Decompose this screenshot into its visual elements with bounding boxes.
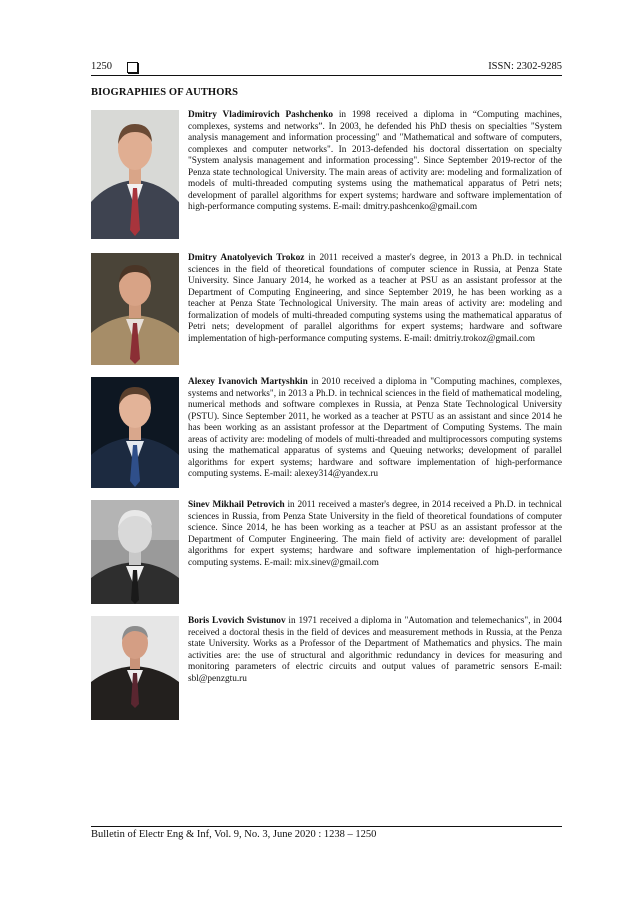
author-photo	[91, 110, 179, 239]
author-name: Sinev Mikhail Petrovich	[188, 500, 285, 510]
bio-text	[188, 500, 562, 569]
author-name: Dmitry Vladimirovich Pashchenko	[188, 110, 334, 120]
author-name: Dmitry Anatolyevich Trokoz	[188, 253, 305, 263]
issn: ISSN: 2302-9285	[488, 61, 562, 72]
bio-body: in 2010 received a diploma in "Computing machines, complexes, systems and networks", in 2013 a Ph.D. in technical sciences in the field of mathematical modeling, numerical methods and software complexes in Russia, at Penza State Technological University (PSTU). Since September 2011, he worked as a teacher at PSTU as an assistant and since 2014 he has been working as an assistant professor at the Department of Computing Systems. The main areas of activity are: modeling of models of multi-threaded and multiprocessors computing systems using the mathematical apparatus of systems and Queuing networks; development of parallel algorithms for expert systems; hardware and software implementation of high-performance computing systems. E-mail: alexey314@yandex.ru	[188, 377, 563, 480]
author-photo	[91, 616, 179, 720]
section-title: BIOGRAPHIES OF AUTHORS	[91, 87, 239, 98]
bio-text	[188, 253, 562, 345]
running-header	[91, 61, 562, 75]
author-photo	[91, 377, 179, 488]
running-footer: Bulletin of Electr Eng & Inf, Vol. 9, No. 3, June 2020 : 1238 – 1250	[91, 829, 377, 840]
author-photo	[91, 253, 179, 365]
footer-rule	[91, 826, 562, 827]
bio-body: in 2011 received a master's degree, in 2014 received a Ph.D. in technical sciences in Russia, from Penza State University in the field of theoretical foundations of computer science. Since 2014, he has been working as a teacher at PSU as an assistant professor at the Department of Computer Engineering. The main field of activity are: development of parallel algorithms for expert systems; hardware and software implementation of high-performance computing systems. E-mail: mix.sinev@gmail.com	[188, 500, 562, 568]
bio-text	[188, 110, 562, 214]
bio-text	[188, 377, 562, 481]
checkbox-square-icon	[127, 62, 138, 73]
bio-body: in 1971 received a diploma in "Automation and telemechanics", in 2004 received a doctoral thesis in the field of devices and measurement methods in Russia, at the Penza state University. Works as a Professor of the Department of Mathematics and physics. The main activities are: the use of structural and algorithmic redundancy in devices for measuring and monitoring parameters of electric circuits and output values of parametric sensors E-mail: sbl@penzgtu.ru	[188, 616, 563, 684]
bio-body: in 2011 received a master's degree, in 2013 a Ph.D. in technical sciences in the field of theoretical foundations of computer science in Russia, at Penza State University. Since January 2014, he worked as a teacher at PSU as an assistant professor at the Department of Computing Engineering, and since September 2019, he has been working as a teacher at Penza State Technological University. The main areas of activity are: modeling and formalization of models of multi-threaded computing systems using the mathematical apparatus of Petri nets; development of parallel algorithms for expert systems; hardware and software implementation of high-performance computing systems. E-mail: dmitriy.trokoz@gmail.com	[188, 253, 562, 344]
author-photo	[91, 500, 179, 604]
bio-body: in 1998 received a diploma in “Computing machines, complexes, systems and networks”. In 2003, he defended his PhD thesis on specialties "System analysis management and information processing" and "Mathematical and software of computers, complexes and computer networks". In 2013-defended his doctoral dissertation on specialty "System analysis management and information processing". Since September 2019-rector of the Penza state technological University. The main areas of activity are: modeling and formalization of models of multi-threaded computing systems using the mathematical apparatus of Petri nets; development of parallel algorithms for expert systems; hardware and software implementation of high-performance computing systems. E-mail: dmitry.pashcenko@gmail.com	[188, 110, 562, 213]
bio-text	[188, 616, 562, 685]
author-name: Boris Lvovich Svistunov	[188, 616, 286, 626]
page-number: 1250	[91, 61, 112, 72]
header-rule	[91, 75, 562, 76]
author-name: Alexey Ivanovich Martyshkin	[188, 377, 308, 387]
